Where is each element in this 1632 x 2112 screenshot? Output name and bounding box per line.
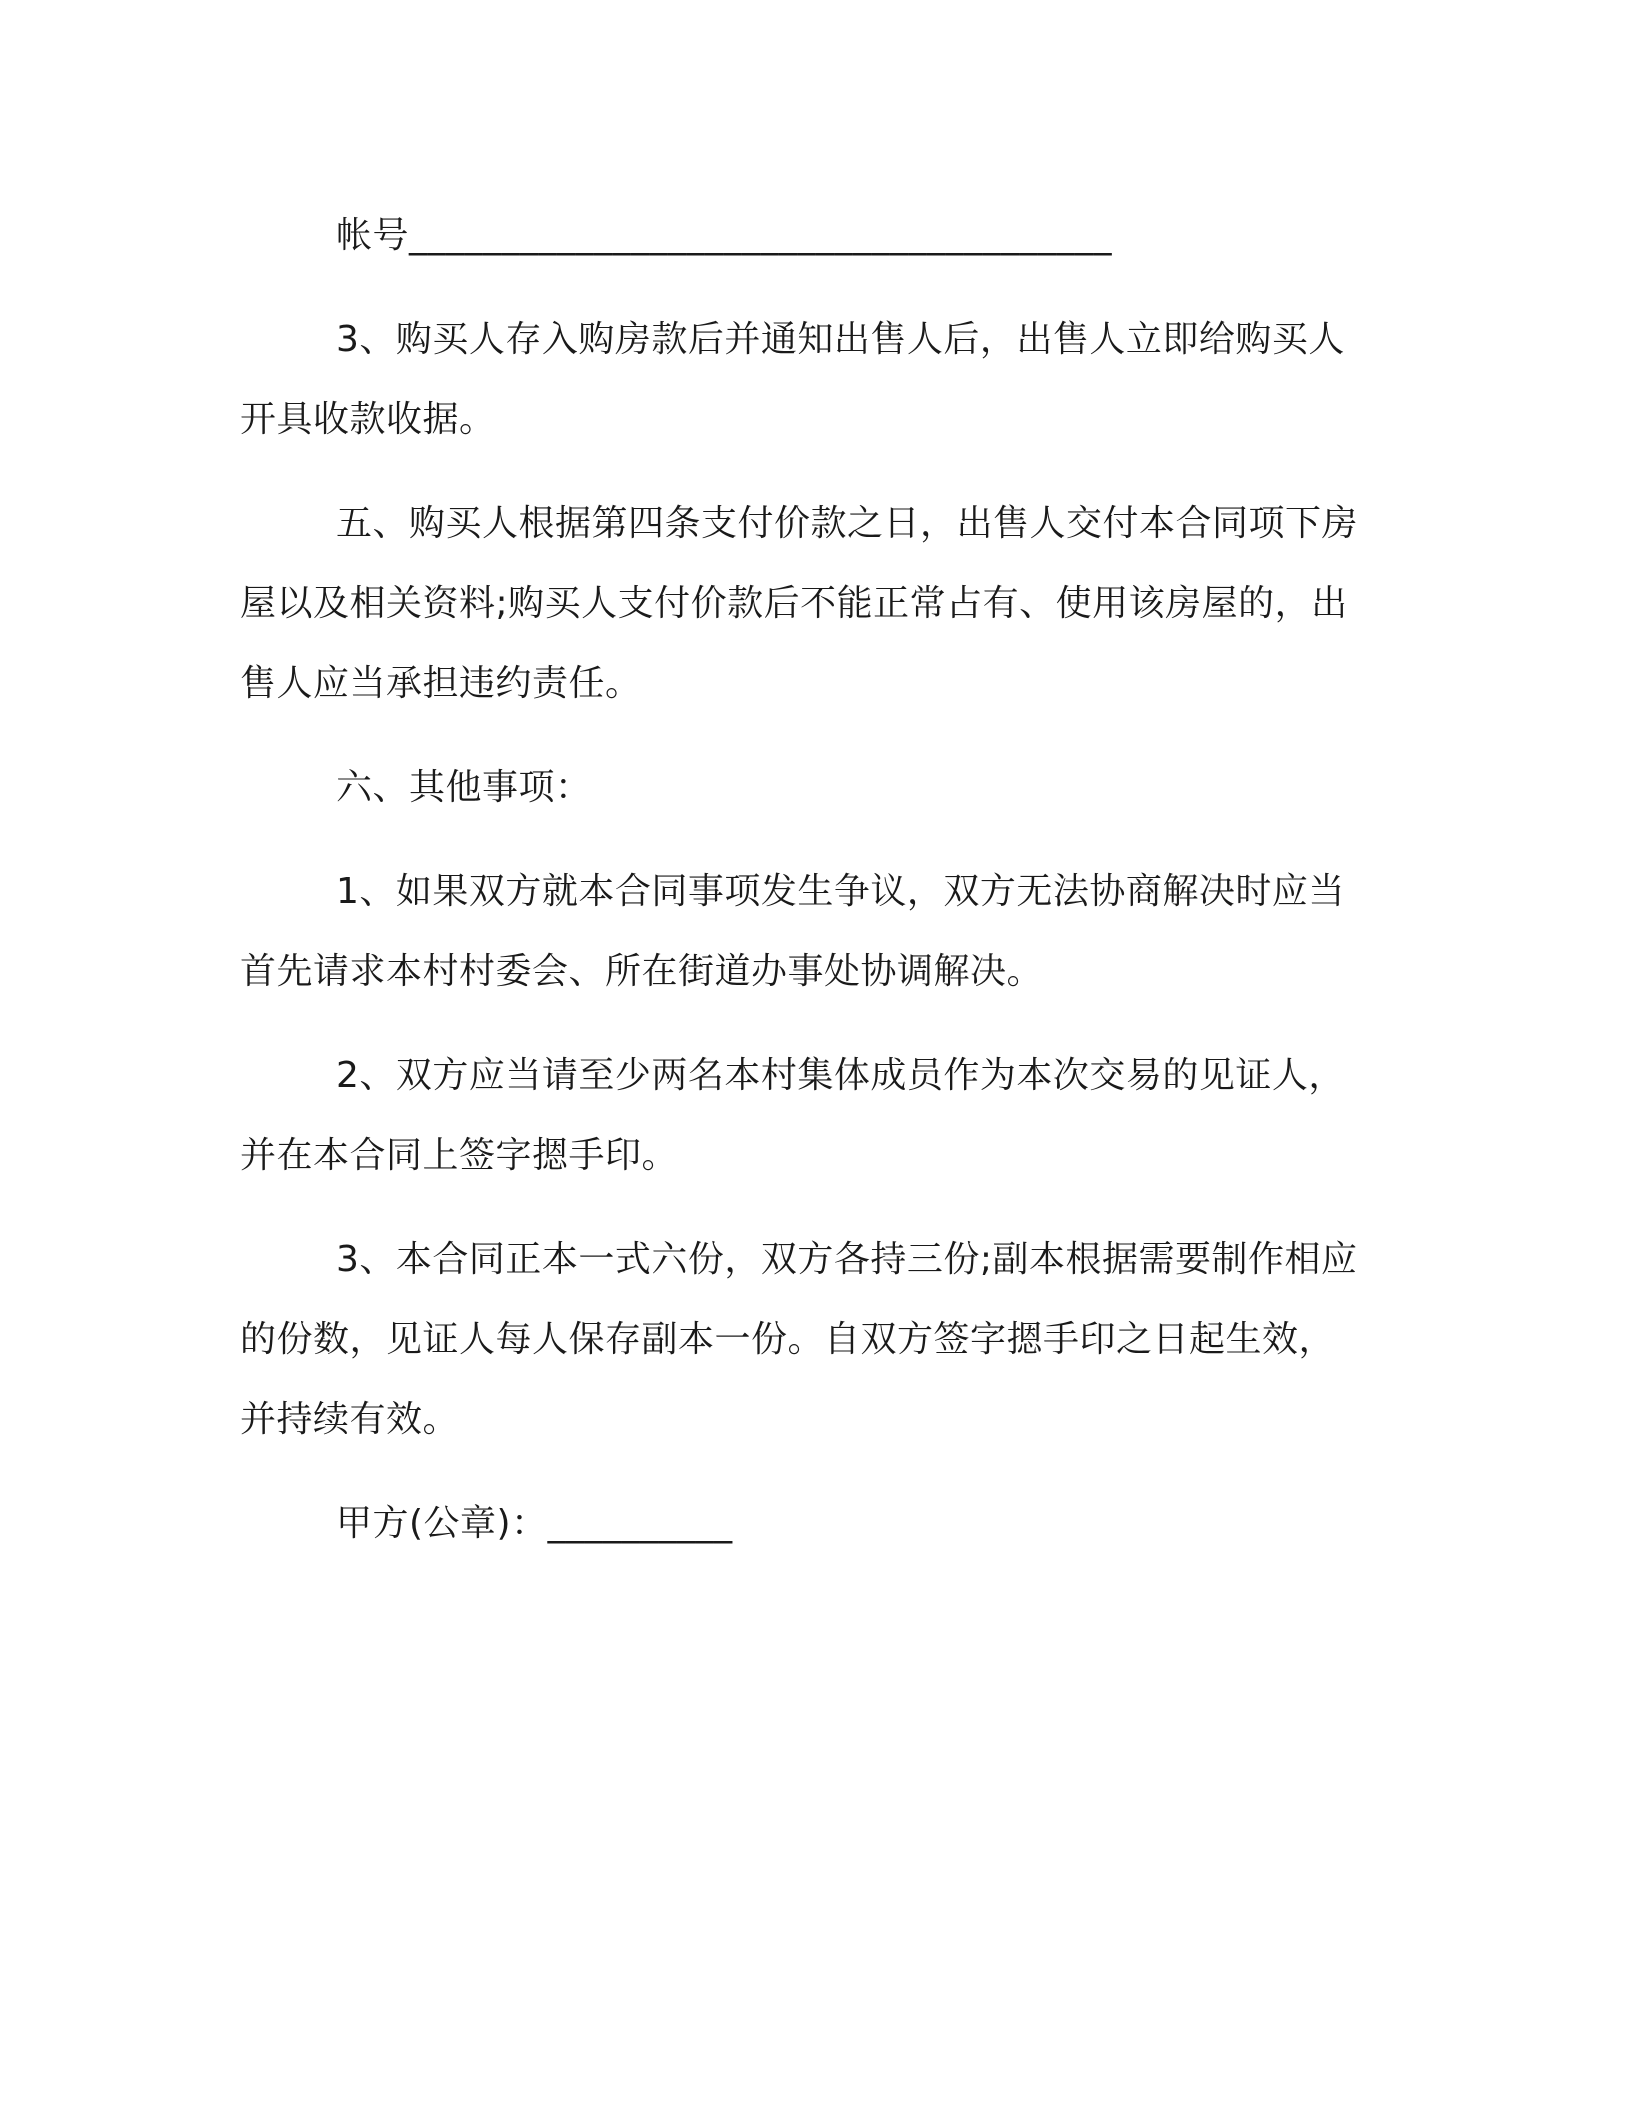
text-line: 帐号______________________________________ xyxy=(336,215,1112,256)
clause-payment-receipt xyxy=(240,300,1380,460)
section-six-heading xyxy=(240,748,1380,828)
text-line: 2、双方应当请至少两名本村集体成员作为本次交易的见证人， xyxy=(336,1055,1345,1096)
text-line: 甲方(公章)：__________ xyxy=(336,1503,733,1544)
party-a-seal-line xyxy=(240,1484,1380,1564)
text-line: 的份数，见证人每人保存副本一份。自双方签字摁手印之日起生效， xyxy=(240,1319,1336,1360)
text-line: 并持续有效。 xyxy=(240,1399,460,1440)
text-line: 开具收款收据。 xyxy=(240,399,496,440)
clause-dispute-resolution xyxy=(240,852,1380,1012)
account-number-line xyxy=(240,196,1380,276)
clause-five-delivery xyxy=(240,484,1380,724)
text-line: 五、购买人根据第四条支付价款之日，出售人交付本合同项下房 xyxy=(336,503,1359,544)
text-line: 并在本合同上签字摁手印。 xyxy=(240,1135,679,1176)
text-line: 首先请求本村村委会、所在街道办事处协调解决。 xyxy=(240,951,1044,992)
text-line: 售人应当承担违约责任。 xyxy=(240,663,642,704)
text-line: 3、本合同正本一式六份，双方各持三份;副本根据需要制作相应 xyxy=(336,1239,1358,1280)
text-line: 1、如果双方就本合同事项发生争议，双方无法协商解决时应当 xyxy=(336,871,1345,912)
text-line: 六、其他事项： xyxy=(336,767,592,808)
text-line: 屋以及相关资料;购买人支付价款后不能正常占有、使用该房屋的，出 xyxy=(240,583,1348,624)
document-body xyxy=(240,196,1380,1588)
clause-copies-effectiveness xyxy=(240,1220,1380,1460)
clause-witnesses xyxy=(240,1036,1380,1196)
text-line: 3、购买人存入购房款后并通知出售人后，出售人立即给购买人 xyxy=(336,319,1345,360)
